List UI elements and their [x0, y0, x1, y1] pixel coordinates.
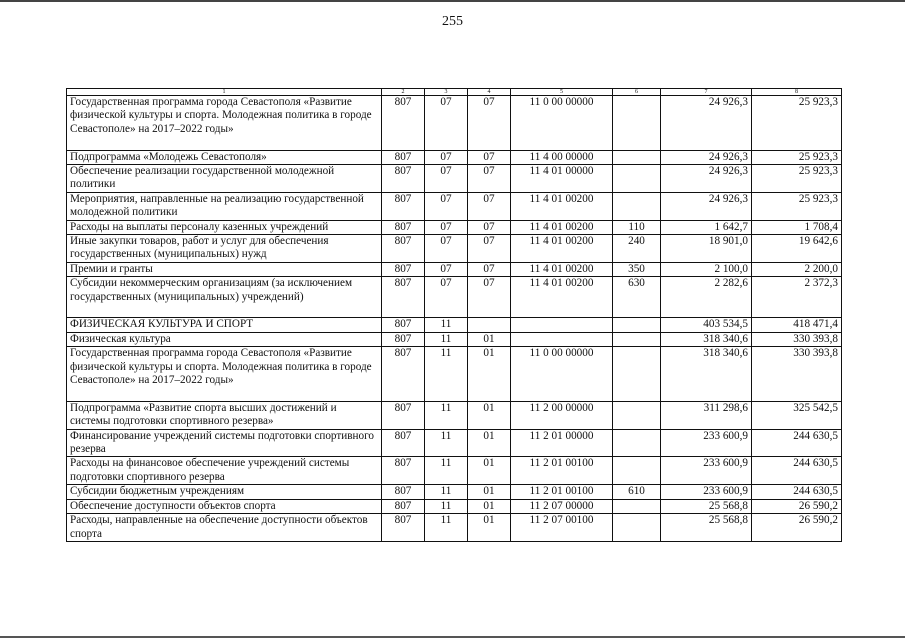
target-article-cell: 11 4 00 00000 — [511, 150, 613, 164]
grbs-code-cell: 807 — [382, 262, 425, 276]
target-article-cell: 11 4 01 00200 — [511, 277, 613, 318]
row-name-cell: Подпрограмма «Молодежь Севастополя» — [67, 150, 382, 164]
section-code-cell: 07 — [425, 150, 468, 164]
amount-2021-cell: 318 340,6 — [661, 332, 752, 346]
subsection-code-cell: 07 — [468, 150, 511, 164]
target-article-cell: 11 2 01 00100 — [511, 457, 613, 485]
bottom-border-line — [0, 636, 905, 638]
table-row — [67, 96, 842, 151]
table-row — [67, 192, 842, 220]
section-code-cell: 07 — [425, 192, 468, 220]
section-code-cell: 11 — [425, 401, 468, 429]
section-code-cell: 07 — [425, 165, 468, 193]
expense-type-cell: 610 — [613, 485, 661, 499]
grbs-code-cell: 807 — [382, 96, 425, 151]
amount-2021-cell: 25 568,8 — [661, 514, 752, 542]
amount-2022-cell: 330 393,8 — [752, 347, 842, 402]
table-row — [67, 332, 842, 346]
row-name-cell: Расходы на выплаты персоналу казенных учреждений — [67, 220, 382, 234]
grbs-code-cell: 807 — [382, 457, 425, 485]
section-code-cell: 11 — [425, 514, 468, 542]
amount-2022-cell: 325 542,5 — [752, 401, 842, 429]
amount-2021-cell: 403 534,5 — [661, 318, 752, 332]
amount-2021-cell: 24 926,3 — [661, 192, 752, 220]
table-row — [67, 277, 842, 318]
budget-table — [66, 88, 842, 542]
subsection-code-cell — [468, 318, 511, 332]
grbs-code-cell: 807 — [382, 220, 425, 234]
column-number: 4 — [468, 89, 511, 96]
target-article-cell: 11 4 01 00200 — [511, 192, 613, 220]
row-name-cell: Субсидии некоммерческим организациям (за исключением государственных (муниципальных) учреждений) — [67, 277, 382, 318]
table-row — [67, 514, 842, 542]
subsection-code-cell: 07 — [468, 165, 511, 193]
target-article-cell — [511, 332, 613, 346]
row-name-cell: Расходы на финансовое обеспечение учреждений системы подготовки спортивного резерва — [67, 457, 382, 485]
amount-2022-cell: 25 923,3 — [752, 96, 842, 151]
subsection-code-cell: 07 — [468, 96, 511, 151]
row-name-cell: Премии и гранты — [67, 262, 382, 276]
expense-type-cell — [613, 347, 661, 402]
expense-type-cell — [613, 318, 661, 332]
amount-2022-cell: 418 471,4 — [752, 318, 842, 332]
expense-type-cell: 110 — [613, 220, 661, 234]
table-row — [67, 150, 842, 164]
grbs-code-cell: 807 — [382, 318, 425, 332]
section-code-cell: 07 — [425, 235, 468, 263]
target-article-cell: 11 4 01 00200 — [511, 235, 613, 263]
row-name-cell: Государственная программа города Севастополя «Развитие физической культуры и спорта. Молодежная политика в городе Севастополе» на 2017–2022 годы» — [67, 347, 382, 402]
column-number: 1 — [67, 89, 382, 96]
subsection-code-cell: 01 — [468, 332, 511, 346]
grbs-code-cell: 807 — [382, 514, 425, 542]
amount-2021-cell: 25 568,8 — [661, 499, 752, 513]
section-code-cell: 07 — [425, 277, 468, 318]
amount-2021-cell: 311 298,6 — [661, 401, 752, 429]
grbs-code-cell: 807 — [382, 277, 425, 318]
grbs-code-cell: 807 — [382, 347, 425, 402]
section-code-cell: 07 — [425, 220, 468, 234]
amount-2022-cell: 244 630,5 — [752, 457, 842, 485]
top-border-line — [0, 0, 905, 2]
table-row — [67, 499, 842, 513]
column-number: 2 — [382, 89, 425, 96]
expense-type-cell — [613, 429, 661, 457]
subsection-code-cell: 01 — [468, 401, 511, 429]
amount-2021-cell: 2 100,0 — [661, 262, 752, 276]
section-code-cell: 11 — [425, 347, 468, 402]
column-number: 3 — [425, 89, 468, 96]
row-name-cell: Иные закупки товаров, работ и услуг для обеспечения государственных (муниципальных) нужд — [67, 235, 382, 263]
subsection-code-cell: 07 — [468, 262, 511, 276]
table-row — [67, 318, 842, 332]
subsection-code-cell: 01 — [468, 347, 511, 402]
column-number: 8 — [752, 89, 842, 96]
column-number-header-row — [67, 89, 842, 96]
section-code-cell: 07 — [425, 96, 468, 151]
subsection-code-cell: 07 — [468, 277, 511, 318]
row-name-cell: Подпрограмма «Развитие спорта высших достижений и системы подготовки спортивного резерва» — [67, 401, 382, 429]
target-article-cell — [511, 318, 613, 332]
page-number: 255 — [442, 14, 463, 29]
amount-2022-cell: 330 393,8 — [752, 332, 842, 346]
column-number: 5 — [511, 89, 613, 96]
amount-2021-cell: 1 642,7 — [661, 220, 752, 234]
amount-2021-cell: 2 282,6 — [661, 277, 752, 318]
amount-2021-cell: 24 926,3 — [661, 165, 752, 193]
table-row — [67, 485, 842, 499]
section-code-cell: 11 — [425, 429, 468, 457]
target-article-cell: 11 4 01 00200 — [511, 220, 613, 234]
expense-type-cell: 240 — [613, 235, 661, 263]
subsection-code-cell: 01 — [468, 457, 511, 485]
expense-type-cell — [613, 332, 661, 346]
target-article-cell: 11 2 01 00000 — [511, 429, 613, 457]
amount-2022-cell: 26 590,2 — [752, 514, 842, 542]
table-row — [67, 165, 842, 193]
expense-type-cell — [613, 150, 661, 164]
row-name-cell: Субсидии бюджетным учреждениям — [67, 485, 382, 499]
amount-2021-cell: 18 901,0 — [661, 235, 752, 263]
table-row — [67, 429, 842, 457]
amount-2021-cell: 233 600,9 — [661, 457, 752, 485]
grbs-code-cell: 807 — [382, 235, 425, 263]
row-name-cell: Расходы, направленные на обеспечение доступности объектов спорта — [67, 514, 382, 542]
subsection-code-cell: 01 — [468, 429, 511, 457]
expense-type-cell — [613, 499, 661, 513]
amount-2022-cell: 244 630,5 — [752, 429, 842, 457]
target-article-cell: 11 4 01 00200 — [511, 262, 613, 276]
amount-2021-cell: 233 600,9 — [661, 429, 752, 457]
subsection-code-cell: 07 — [468, 235, 511, 263]
expense-type-cell: 630 — [613, 277, 661, 318]
row-name-cell: ФИЗИЧЕСКАЯ КУЛЬТУРА И СПОРТ — [67, 318, 382, 332]
row-name-cell: Физическая культура — [67, 332, 382, 346]
amount-2022-cell: 25 923,3 — [752, 192, 842, 220]
section-code-cell: 11 — [425, 332, 468, 346]
table-row — [67, 235, 842, 263]
expense-type-cell — [613, 165, 661, 193]
target-article-cell: 11 2 07 00100 — [511, 514, 613, 542]
amount-2022-cell: 19 642,6 — [752, 235, 842, 263]
table-row — [67, 401, 842, 429]
target-article-cell: 11 0 00 00000 — [511, 347, 613, 402]
row-name-cell: Обеспечение доступности объектов спорта — [67, 499, 382, 513]
column-number: 7 — [661, 89, 752, 96]
row-name-cell: Государственная программа города Севастополя «Развитие физической культуры и спорта. Молодежная политика в городе Севастополе» на 2017–2022 годы» — [67, 96, 382, 151]
table-row — [67, 457, 842, 485]
amount-2021-cell: 318 340,6 — [661, 347, 752, 402]
subsection-code-cell: 07 — [468, 220, 511, 234]
section-code-cell: 11 — [425, 457, 468, 485]
amount-2022-cell: 2 372,3 — [752, 277, 842, 318]
grbs-code-cell: 807 — [382, 165, 425, 193]
row-name-cell: Финансирование учреждений системы подготовки спортивного резерва — [67, 429, 382, 457]
target-article-cell: 11 0 00 00000 — [511, 96, 613, 151]
target-article-cell: 11 4 01 00000 — [511, 165, 613, 193]
expense-type-cell — [613, 457, 661, 485]
expense-type-cell — [613, 514, 661, 542]
table-row — [67, 347, 842, 402]
row-name-cell: Обеспечение реализации государственной молодежной политики — [67, 165, 382, 193]
grbs-code-cell: 807 — [382, 485, 425, 499]
amount-2022-cell: 2 200,0 — [752, 262, 842, 276]
amount-2021-cell: 24 926,3 — [661, 150, 752, 164]
grbs-code-cell: 807 — [382, 192, 425, 220]
target-article-cell: 11 2 07 00000 — [511, 499, 613, 513]
amount-2022-cell: 244 630,5 — [752, 485, 842, 499]
subsection-code-cell: 01 — [468, 499, 511, 513]
section-code-cell: 11 — [425, 318, 468, 332]
section-code-cell: 11 — [425, 485, 468, 499]
amount-2022-cell: 26 590,2 — [752, 499, 842, 513]
amount-2021-cell: 24 926,3 — [661, 96, 752, 151]
expense-type-cell: 350 — [613, 262, 661, 276]
row-name-cell: Мероприятия, направленные на реализацию государственной молодежной политики — [67, 192, 382, 220]
grbs-code-cell: 807 — [382, 150, 425, 164]
amount-2021-cell: 233 600,9 — [661, 485, 752, 499]
table-row — [67, 262, 842, 276]
amount-2022-cell: 25 923,3 — [752, 165, 842, 193]
section-code-cell: 07 — [425, 262, 468, 276]
table-row — [67, 220, 842, 234]
subsection-code-cell: 01 — [468, 485, 511, 499]
target-article-cell: 11 2 01 00100 — [511, 485, 613, 499]
grbs-code-cell: 807 — [382, 401, 425, 429]
amount-2022-cell: 1 708,4 — [752, 220, 842, 234]
subsection-code-cell: 01 — [468, 514, 511, 542]
expense-type-cell — [613, 96, 661, 151]
amount-2022-cell: 25 923,3 — [752, 150, 842, 164]
expense-type-cell — [613, 401, 661, 429]
grbs-code-cell: 807 — [382, 332, 425, 346]
column-number: 6 — [613, 89, 661, 96]
grbs-code-cell: 807 — [382, 429, 425, 457]
expense-type-cell — [613, 192, 661, 220]
section-code-cell: 11 — [425, 499, 468, 513]
grbs-code-cell: 807 — [382, 499, 425, 513]
subsection-code-cell: 07 — [468, 192, 511, 220]
target-article-cell: 11 2 00 00000 — [511, 401, 613, 429]
